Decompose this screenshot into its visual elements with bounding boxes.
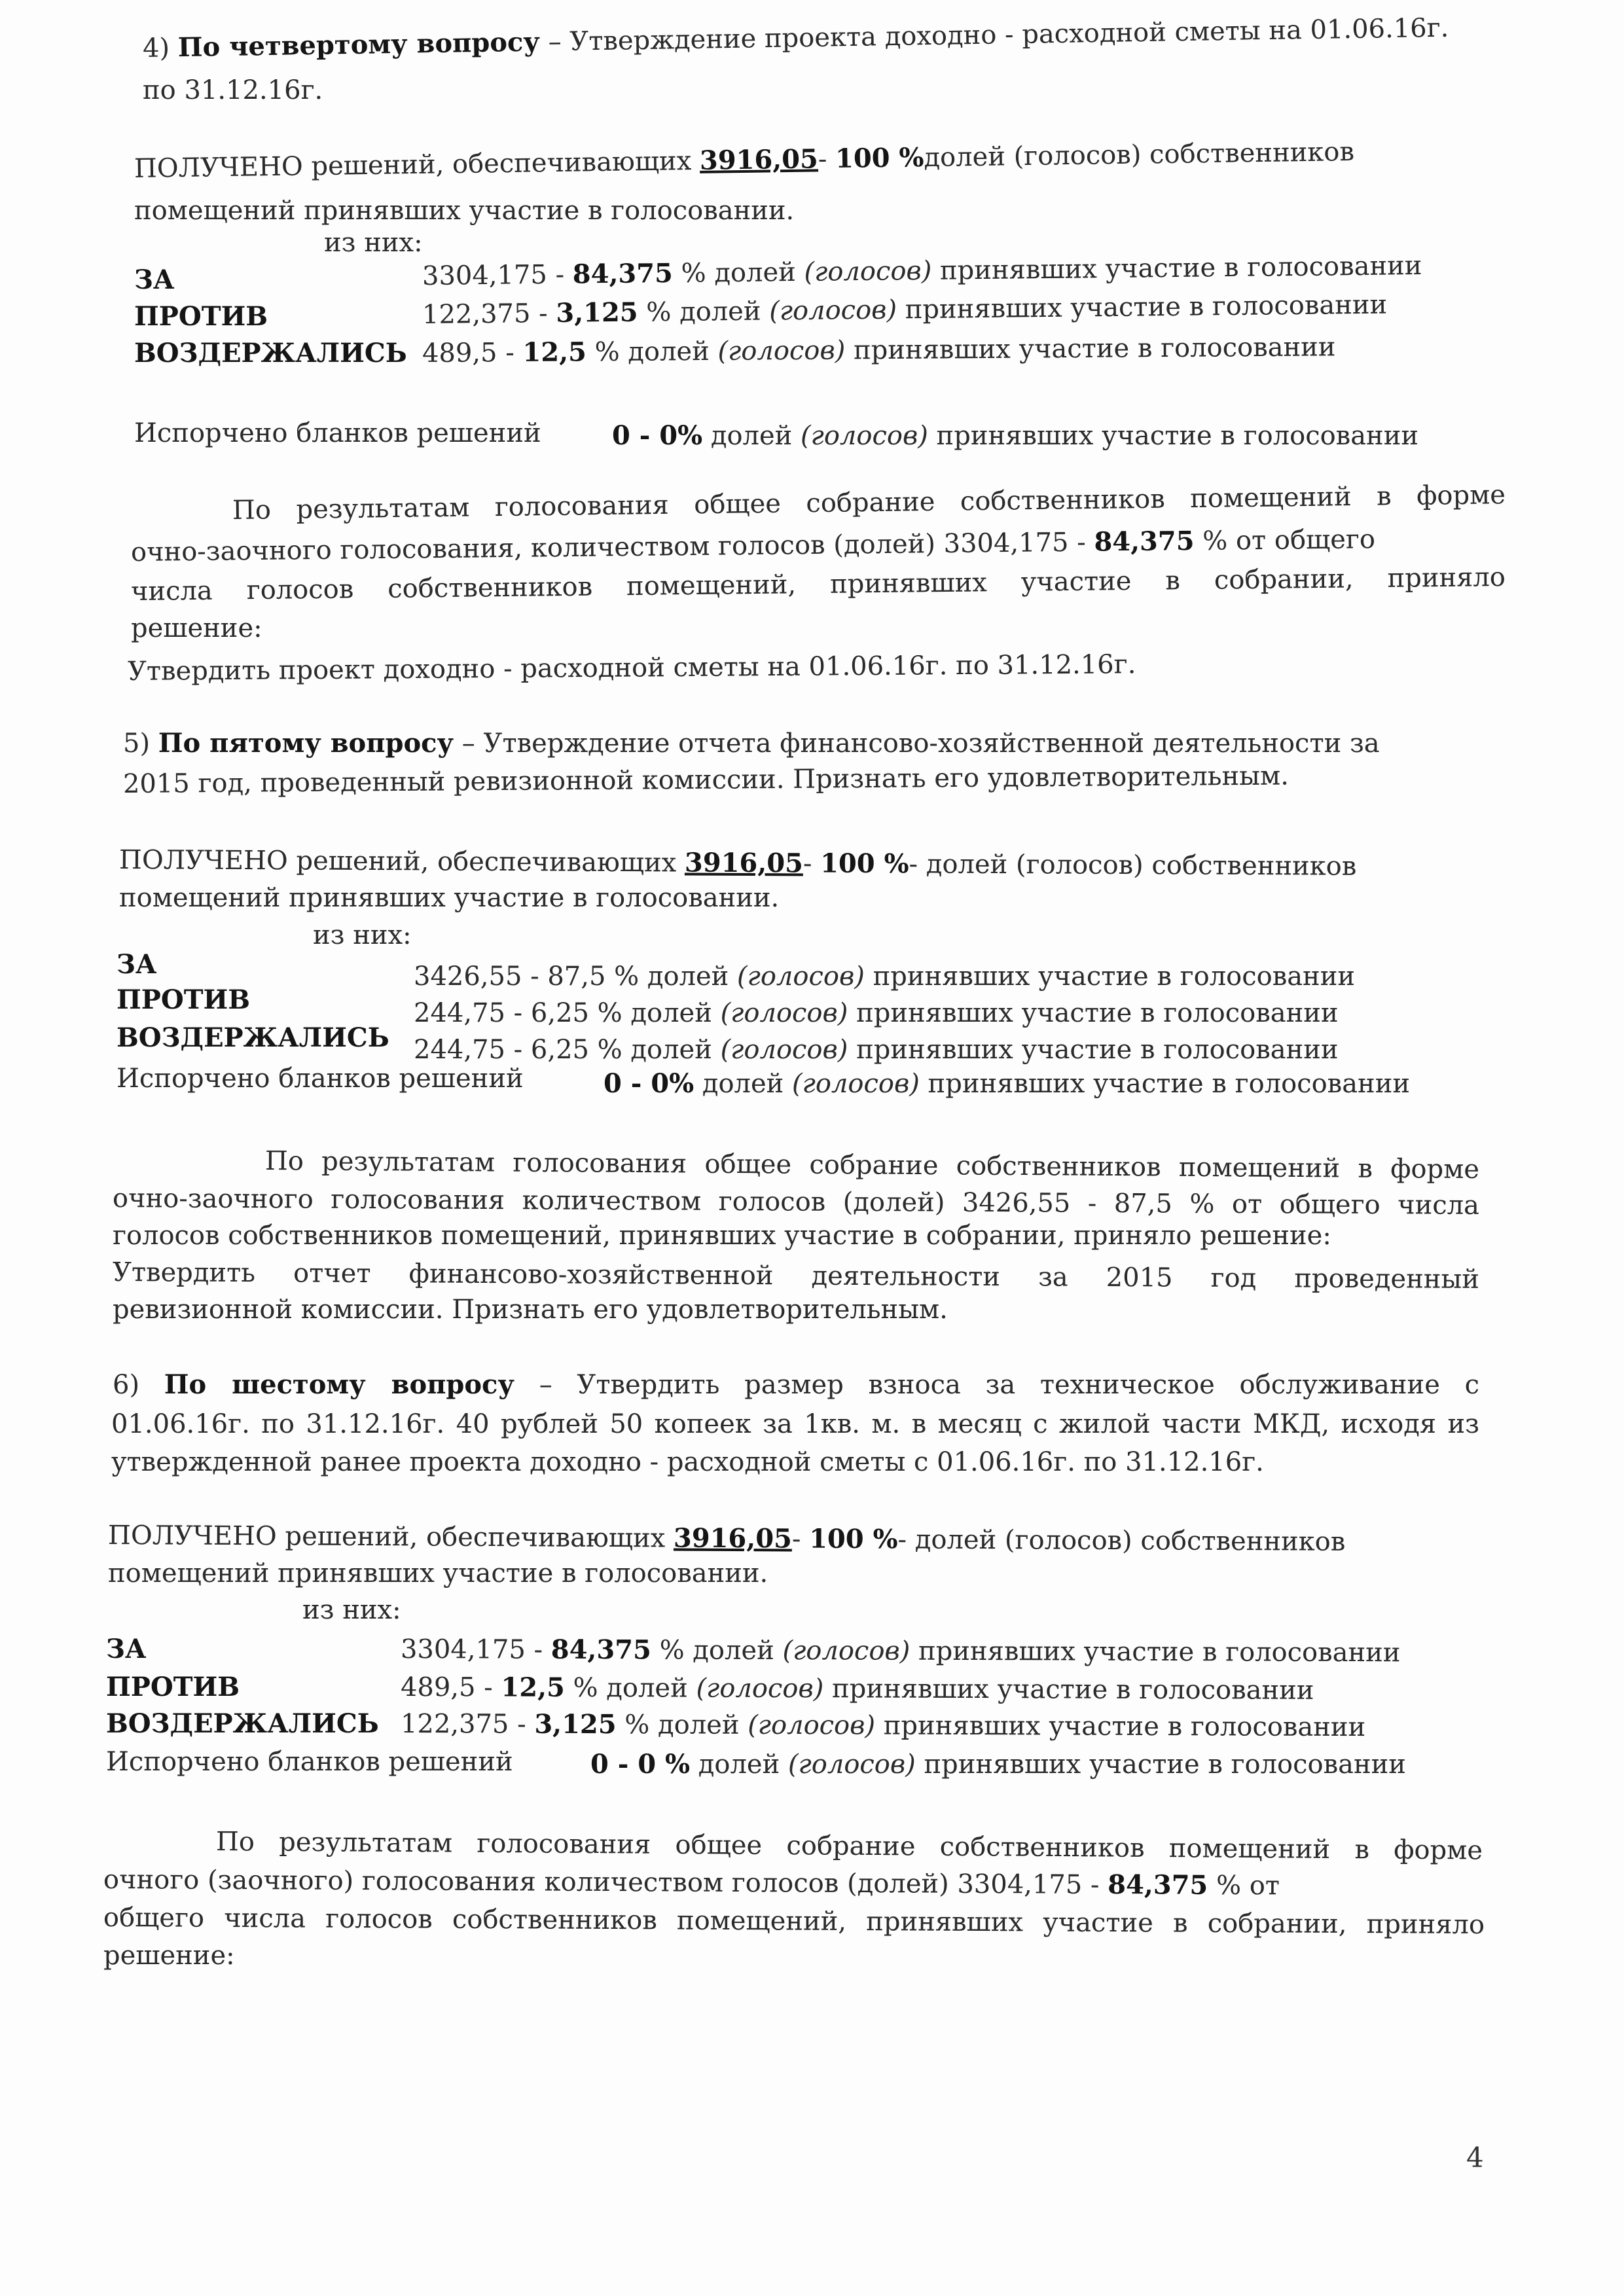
q4-result-line2: очно-заочного голосования, количеством голосов (долей) 3304,175 - 84,375 % от общего [130,524,1376,567]
q5-received-line2: помещений принявших участие в голосовании. [119,883,780,913]
q5-title: По пятому вопросу [158,728,454,759]
q5-result-line1: По результатам голосования общее собрание собственников помещений в форме [264,1146,1480,1185]
q4-row-protiv: 122,375 - 3,125 % долей (голосов) принявших участие в голосовании [422,289,1388,330]
q6-result-line2: очного (заочного) голосования количеством голосов (долей) 3304,175 - 84,375 % от [103,1865,1280,1901]
q4-total-votes: 3916,05 [699,143,819,176]
q6-received-line2: помещений принявших участие в голосовании. [108,1558,768,1588]
page-number: 4 [1466,2142,1484,2174]
q6-title: По шестому вопросу [164,1369,515,1400]
q4-spoiled-label: Испорчено бланков решений [134,418,541,448]
q6-spoiled-label: Испорчено бланков решений [106,1747,513,1777]
q4-result-line1: По результатам голосования общее собрание собственников помещений в форме [232,480,1506,526]
q4-row-vozd-label: ВОЗДЕРЖАЛИСЬ [134,338,407,368]
q6-iz-nih: из них: [302,1595,401,1625]
q5-row-za-label: ЗА [117,949,157,980]
q5-spoiled: 0 - 0% долей (голосов) принявших участие в голосовании [604,1068,1411,1099]
q4-heading-line2: по 31.12.16г. [143,75,323,105]
q4-number: 4) [142,33,170,63]
q5-result-line2: очно-заочного голосования количеством голосов (долей) 3426,55 - 87,5 % от общего числа [112,1183,1480,1221]
q5-row-za: 3426,55 - 87,5 % долей (голосов) принявших участие в голосовании [414,961,1356,992]
q6-spoiled: 0 - 0 % долей (голосов) принявших участие в голосовании [590,1749,1406,1780]
q6-heading-line2: 01.06.16г. по 31.12.16г. 40 рублей 50 копеек за 1кв. м. в месяц с жилой части МКД, исходя из [111,1409,1479,1439]
q6-row-protiv-label: ПРОТИВ [106,1672,240,1702]
q6-heading-line3: утвержденной ранее проекта доходно - расходной сметы с 01.06.16г. по 31.12.16г. [111,1447,1264,1477]
q6-result-line4: решение: [103,1941,235,1971]
q6-result-line1: По результатам голосования общее собрание собственников помещений в форме [215,1827,1483,1866]
q6-result-line3: общего числа голосов собственников помещений, принявших участие в собрании, приняло [103,1903,1485,1941]
q5-heading: 5) По пятому вопросу – Утверждение отчета финансово-хозяйственной деятельности за [123,728,1380,759]
q4-text: Утверждение проекта доходно - расходной сметы на 01.06.16г. [569,12,1449,57]
q4-spoiled: 0 - 0% долей (голосов) принявших участие в голосовании [612,420,1419,451]
q5-result-line3: голосов собственников помещений, принявших участие в собрании, приняло решение: [113,1221,1331,1251]
q4-received: ПОЛУЧЕНО решений, обеспечивающих 3916,05- 100 %долей (голосов) собственников [134,136,1355,184]
q4-result-line4: решение: [131,613,262,643]
q6-row-vozd-label: ВОЗДЕРЖАЛИСЬ [106,1708,379,1739]
q5-iz-nih: из них: [313,920,412,950]
q4-result-line3: числа голосов собственников помещений, принявших участие в собрании, приняло [130,562,1506,607]
q6-row-vozd: 122,375 - 3,125 % долей (голосов) принявших участие в голосовании [400,1708,1366,1743]
q4-title: По четвертому вопросу [177,26,541,63]
q4-row-za: 3304,175 - 84,375 % долей (голосов) принявших участие в голосовании [422,251,1422,291]
q6-row-za: 3304,175 - 84,375 % долей (голосов) принявших участие в голосовании [400,1634,1401,1668]
q5-result-line4: Утвердить отчет финансово-хозяйственной деятельности за 2015 год проведенный [112,1257,1480,1295]
q4-iz-nih: из них: [324,228,423,258]
q4-row-protiv-label: ПРОТИВ [134,301,268,332]
q5-heading-line2: 2015 год, проведенный ревизионной комиссии. Признать его удовлетворительным. [122,761,1289,799]
q4-received-line2: помещений принявших участие в голосовании. [134,196,795,226]
q6-total-votes: 3916,05 [673,1522,793,1554]
q6-row-za-label: ЗА [106,1634,147,1664]
q4-row-za-label: ЗА [134,264,175,295]
q5-row-protiv: 244,75 - 6,25 % долей (голосов) принявших участие в голосовании [414,998,1339,1028]
q6-heading: 6) По шестому вопросу – Утвердить размер взноса за техническое обслуживание с [113,1369,1479,1400]
q4-row-vozd: 489,5 - 12,5 % долей (голосов) принявших участие в голосовании [422,332,1336,368]
q5-row-vozd-label: ВОЗДЕРЖАЛИСЬ [117,1022,389,1053]
q5-row-vozd: 244,75 - 6,25 % долей (голосов) принявших участие в голосовании [414,1035,1339,1065]
q6-row-protiv: 489,5 - 12,5 % долей (голосов) принявших участие в голосовании [400,1672,1314,1706]
q5-result-line5: ревизионной комиссии. Признать его удовлетворительным. [113,1295,948,1325]
q5-spoiled-label: Испорчено бланков решений [117,1064,524,1094]
q4-heading: 4) По четвертому вопросу – Утверждение проекта доходно - расходной сметы на 01.06.16г. [142,12,1449,63]
q6-received: ПОЛУЧЕНО решений, обеспечивающих 3916,05- 100 %- долей (голосов) собственников [107,1520,1346,1557]
q5-total-votes: 3916,05 [684,847,804,879]
q5-row-protiv-label: ПРОТИВ [117,984,251,1015]
q5-received: ПОЛУЧЕНО решений, обеспечивающих 3916,05- 100 %- долей (голосов) собственников [118,845,1357,882]
q4-decision: Утвердить проект доходно - расходной сметы на 01.06.16г. по 31.12.16г. [127,649,1136,687]
